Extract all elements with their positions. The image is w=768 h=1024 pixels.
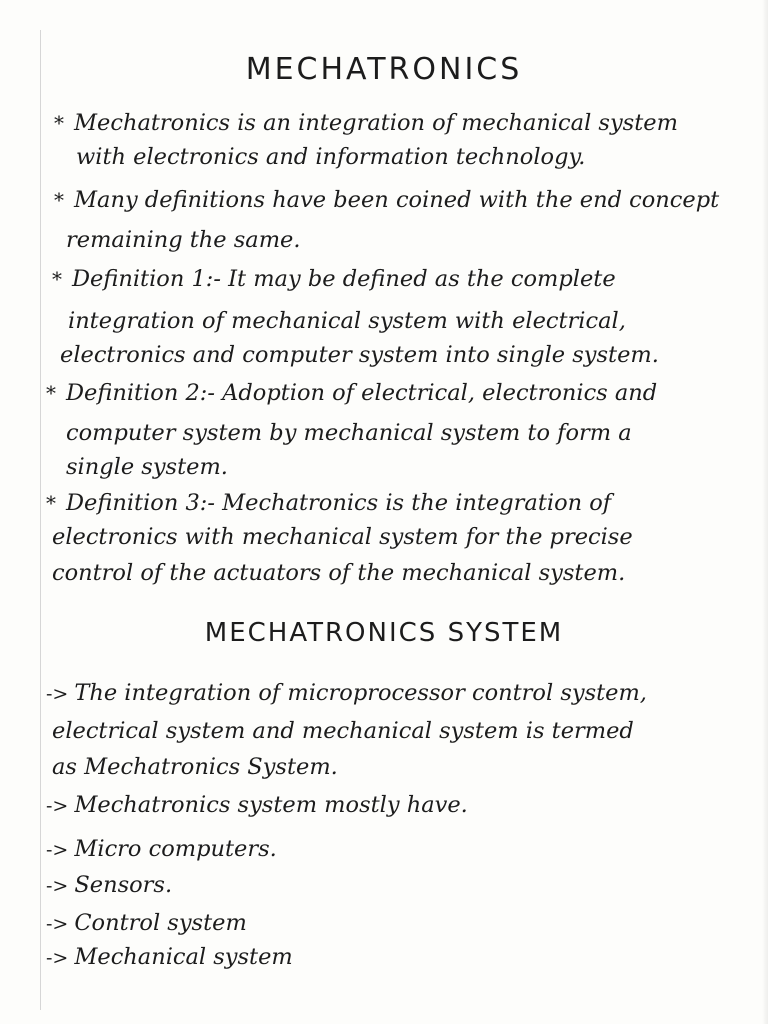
arrow-point-4: -> Sensors.	[46, 870, 172, 901]
arrow-point-1-line-1: -> The integration of microprocessor control system,	[46, 678, 647, 709]
point-3-line-1: * Definition 1:- It may be defined as the complete	[52, 266, 616, 292]
point-4-line-2: computer system by mechanical system to form a	[66, 420, 632, 446]
arrow-point-3: -> Micro computers.	[46, 834, 277, 865]
asterisk-bullet-icon: *	[46, 491, 56, 515]
point-5-line-2: electronics with mechanical system for the precise	[52, 524, 633, 550]
asterisk-bullet-icon: *	[54, 188, 64, 212]
point-2-line-2: remaining the same.	[66, 227, 301, 253]
point-1-line-2: with electronics and information technology.	[76, 144, 586, 170]
page-title: MECHATRONICS	[245, 52, 523, 87]
point-5-line-1: * Definition 3:- Mechatronics is the integration of	[46, 490, 612, 516]
asterisk-bullet-icon: *	[54, 111, 64, 135]
page-edge-shadow	[762, 0, 768, 1024]
point-5-line-3: control of the actuators of the mechanical system.	[52, 560, 626, 586]
asterisk-bullet-icon: *	[46, 381, 56, 405]
point-3-line-2: integration of mechanical system with electrical,	[68, 308, 626, 334]
arrow-bullet-icon: ->	[46, 875, 69, 897]
point-4-line-3: single system.	[66, 454, 228, 480]
arrow-point-5: -> Control system	[46, 908, 247, 939]
arrow-bullet-icon: ->	[46, 795, 69, 817]
arrow-bullet-icon: ->	[46, 913, 69, 935]
point-4-line-1: * Definition 2:- Adoption of electrical, electronics and	[46, 380, 658, 406]
point-1-line-1: * Mechatronics is an integration of mechanical system	[54, 110, 678, 136]
asterisk-bullet-icon: *	[52, 267, 62, 291]
arrow-bullet-icon: ->	[46, 947, 69, 969]
section-title: MECHATRONICS SYSTEM	[204, 618, 564, 648]
arrow-point-6: -> Mechanical system	[46, 942, 293, 973]
arrow-point-1-line-3: as Mechatronics System.	[52, 754, 338, 780]
point-2-line-1: * Many definitions have been coined with the end concept	[54, 187, 720, 213]
arrow-bullet-icon: ->	[46, 839, 69, 861]
arrow-point-2: -> Mechatronics system mostly have.	[46, 790, 468, 821]
arrow-point-1-line-2: electrical system and mechanical system is termed	[52, 718, 634, 744]
point-3-line-3: electronics and computer system into single system.	[60, 342, 659, 368]
margin-line	[40, 30, 41, 1010]
arrow-bullet-icon: ->	[46, 683, 69, 705]
